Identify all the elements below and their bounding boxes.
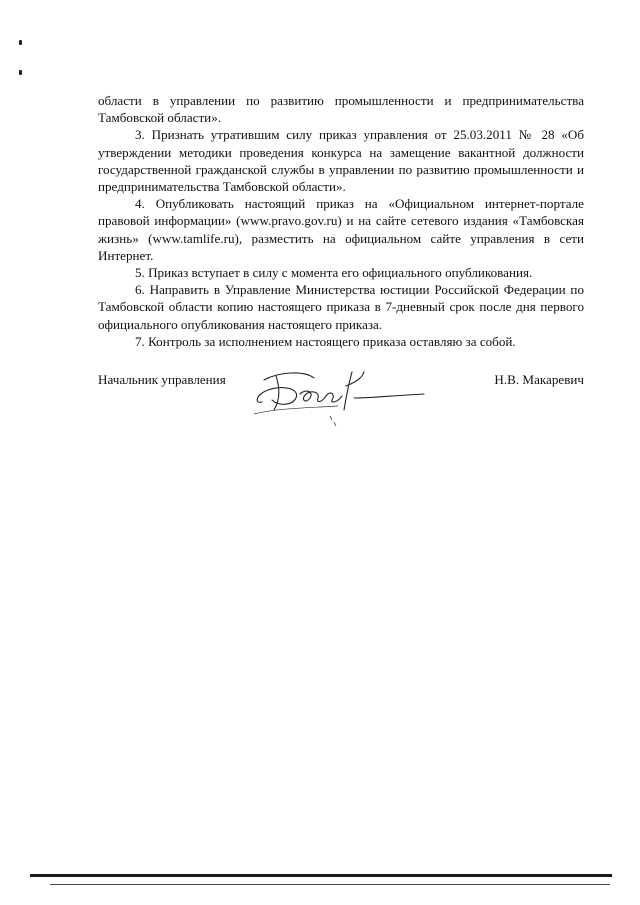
scan-mark <box>19 70 22 75</box>
scan-mark <box>19 40 22 45</box>
document-body <box>98 92 584 350</box>
paragraph-item-3: 3. Признать утратившим силу приказ управления от 25.03.2011 № 28 «Об утверждении методики проведения конкурса на замещение вакантной должности государственной гражданской службы в управлении по развитию промышленности и предпринимательства Тамбовской области». <box>98 127 584 195</box>
intro-paragraph: области в управлении по развитию промышленности и предпринимательства Тамбовской области». <box>98 93 584 126</box>
signer-title: Начальник управления <box>98 372 226 387</box>
handwritten-signature <box>248 358 438 428</box>
signature-block <box>98 366 584 436</box>
paragraph-item-7: 7. Контроль за исполнением настоящего приказа оставляю за собой. <box>135 333 516 349</box>
paragraph-item-5: 5. Приказ вступает в силу с момента его официального опубликования. <box>135 265 533 281</box>
bottom-rule-thin <box>50 884 610 885</box>
paragraph-item-4: 4. Опубликовать настоящий приказ на «Официальном интернет-портале правовой информации» (www.pravo.gov.ru) и на сайте сетевого издания «Тамбовская жизнь» (www.tamlife.ru), разместить на официальном сайте управления в сети Интернет. <box>98 196 584 263</box>
signer-name: Н.В. Макаревич <box>494 372 584 387</box>
paragraph-item-6: 6. Направить в Управление Министерства юстиции Российской Федерации по Тамбовской области копию настоящего приказа в 7-дневный срок после дня первого официального опубликования настоящего приказа. <box>98 282 584 332</box>
bottom-rule <box>30 874 612 877</box>
